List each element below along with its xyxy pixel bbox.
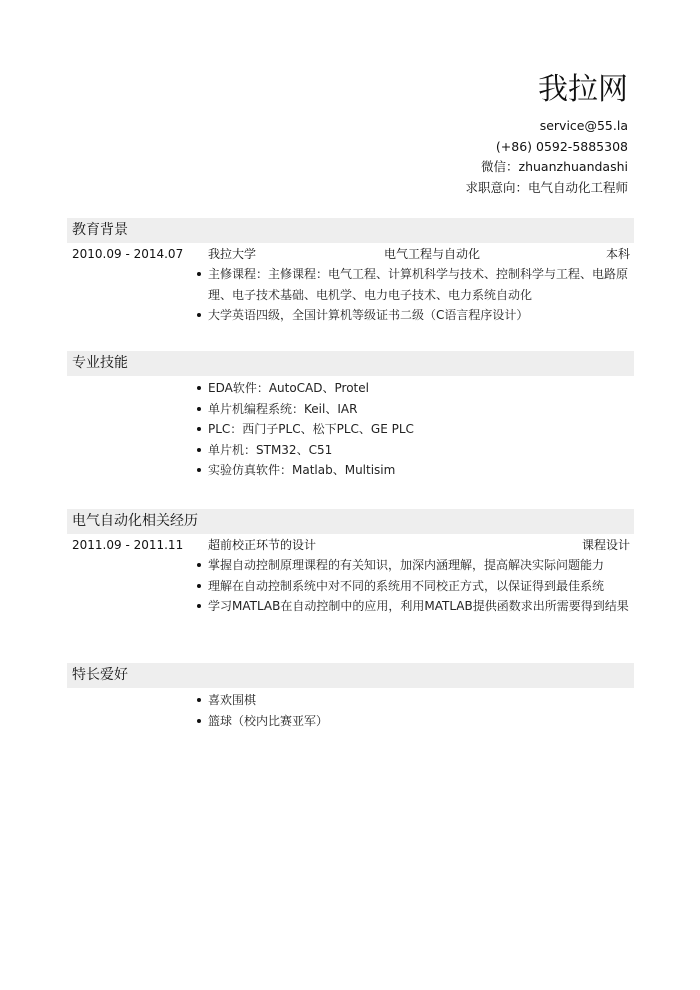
- education-school: 我拉大学: [208, 247, 257, 261]
- section-skills: [67, 351, 634, 481]
- list-item: 单片机：STM32、C51: [208, 440, 630, 461]
- section-title-hobbies: 特长爱好: [67, 663, 634, 688]
- list-item: 主修课程：主修课程：电气工程、计算机科学与技术、控制科学与工程、电路原理、电子技术基础、电机学、电力电子技术、电力系统自动化: [208, 264, 630, 305]
- list-item: 实验仿真软件：Matlab、Multisim: [208, 460, 630, 481]
- contact-phone: (+86) 0592-5885308: [495, 138, 628, 154]
- list-item: 篮球（校内比赛亚军）: [208, 711, 630, 732]
- experience-list: [67, 555, 634, 617]
- education-row: [67, 245, 634, 264]
- section-title-experience: 电气自动化相关经历: [67, 509, 634, 534]
- section-experience: [67, 509, 634, 617]
- education-major: 电气工程与自动化: [384, 247, 481, 261]
- list-item: 学习MATLAB在自动控制中的应用，利用MATLAB提供函数求出所需要得到结果: [208, 596, 630, 617]
- list-item: 单片机编程系统：Keil、IAR: [208, 399, 630, 420]
- contact-email: service@55.la: [539, 118, 628, 133]
- experience-project: 超前校正环节的设计: [208, 538, 317, 552]
- section-hobbies: [67, 663, 634, 731]
- experience-type: 课程设计: [581, 538, 630, 552]
- experience-row: [67, 536, 634, 555]
- section-title-education: 教育背景: [67, 218, 634, 243]
- experience-date: 2011.09 - 2011.11: [72, 538, 184, 552]
- hobbies-list: [67, 690, 634, 731]
- education-date: 2010.09 - 2014.07: [72, 247, 184, 261]
- skills-list: [67, 378, 634, 481]
- job-objective: 求职意向：电气自动化工程师: [465, 179, 628, 195]
- resume-header: [465, 70, 628, 198]
- education-list: [67, 264, 634, 326]
- candidate-name: 我拉网: [538, 72, 628, 107]
- contact-wechat: 微信：zhuanzhuandashi: [481, 159, 628, 174]
- list-item: 大学英语四级，全国计算机等级证书二级（C语言程序设计）: [208, 305, 630, 326]
- list-item: 理解在自动控制系统中对不同的系统用不同校正方式，以保证得到最佳系统: [208, 576, 630, 597]
- section-education: [67, 218, 634, 326]
- list-item: PLC：西门子PLC、松下PLC、GE PLC: [208, 419, 630, 440]
- list-item: 喜欢围棋: [208, 690, 630, 711]
- list-item: 掌握自动控制原理课程的有关知识，加深内涵理解，提高解决实际问题能力: [208, 555, 630, 576]
- section-title-skills: 专业技能: [67, 351, 634, 376]
- list-item: EDA软件：AutoCAD、Protel: [208, 378, 630, 399]
- education-degree: 本科: [605, 247, 630, 261]
